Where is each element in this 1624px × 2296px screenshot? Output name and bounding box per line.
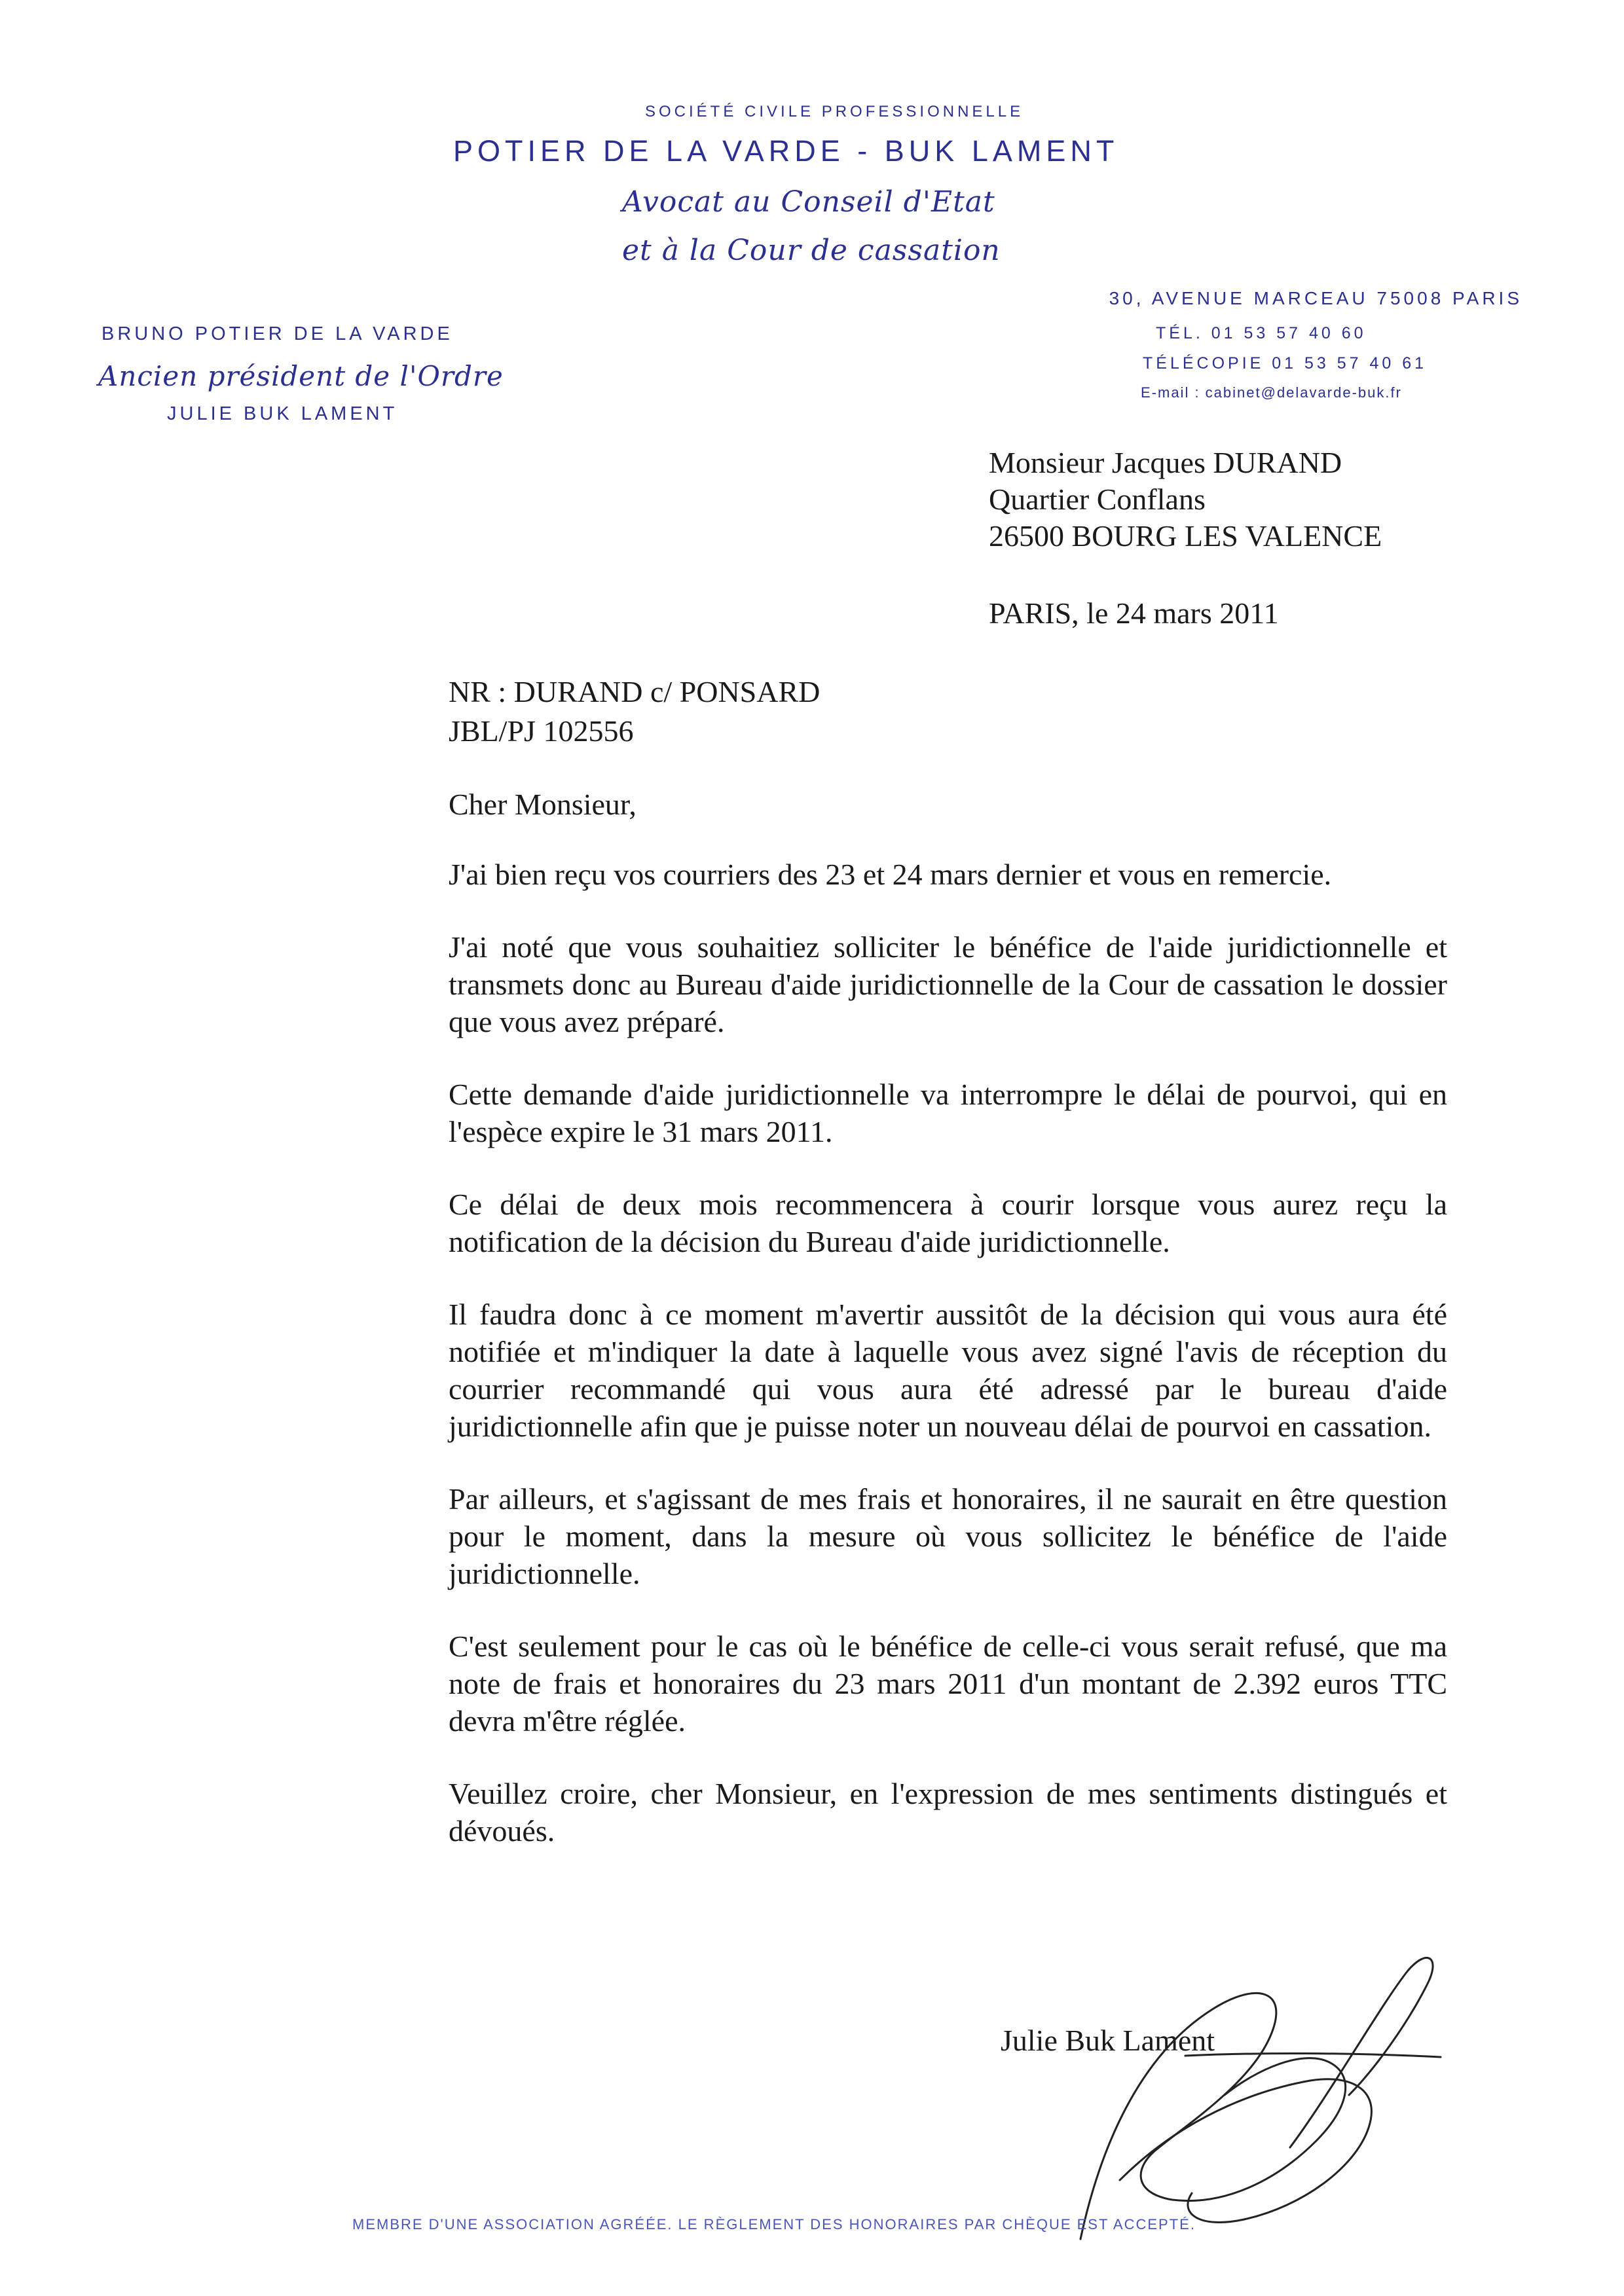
paragraph: J'ai noté que vous souhaitiez solliciter le bénéfice de l'aide juridictionnelle et transmets donc au Bureau d'aide juridictionnelle de la Cour de cassation le dossier que vous avez préparé. — [449, 930, 1447, 1038]
signer-name: Julie Buk Lament — [1001, 2024, 1215, 2057]
firm-type: SOCIÉTÉ CIVILE PROFESSIONNELLE — [645, 103, 1024, 120]
salutation: Cher Monsieur, — [449, 788, 637, 821]
reference-line-1: NR : DURAND c/ PONSARD — [449, 675, 821, 708]
letter-body — [449, 786, 1447, 1885]
paragraph: Cette demande d'aide juridictionnelle va interrompre le délai de pourvoi, qui en l'espèce expire le 31 mars 2011. — [449, 1078, 1447, 1148]
firm-name: POTIER DE LA VARDE - BUK LAMENT — [453, 134, 1119, 168]
closing-paragraph: Veuillez croire, cher Monsieur, en l'expression de mes sentiments distingués et dévoués. — [449, 1777, 1447, 1848]
recipient-name: Monsieur Jacques DURAND — [989, 446, 1342, 479]
firm-title-line-2: et à la Cour de cassation — [622, 234, 1001, 267]
recipient-street: Quartier Conflans — [989, 483, 1206, 516]
firm-email: E-mail : cabinet@delavarde-buk.fr — [1141, 384, 1402, 401]
firm-address: 30, AVENUE MARCEAU 75008 PARIS — [1109, 288, 1522, 308]
paragraph: C'est seulement pour le cas où le bénéfice de celle-ci vous serait refusé, que ma note de frais et honoraires du 23 mars 2011 d'un montant de 2.392 euros TTC devra m'être réglée. — [449, 1630, 1447, 1738]
firm-fax: TÉLÉCOPIE 01 53 57 40 61 — [1143, 354, 1428, 373]
letter-date: PARIS, le 24 mars 2011 — [989, 596, 1279, 630]
firm-telephone: TÉL. 01 53 57 40 60 — [1156, 324, 1367, 342]
paragraph: Il faudra donc à ce moment m'avertir aussitôt de la décision qui vous aura été notifiée et m'indiquer la date à laquelle vous avez signé l'avis de réception du courrier recommandé qui vous aura été adressé par le bureau d'aide juridictionnelle afin que je puisse noter un nouveau délai de pourvoi en cassation. — [449, 1298, 1447, 1443]
firm-title-line-1: Avocat au Conseil d'Etat — [622, 185, 995, 219]
handwritten-signature — [1041, 1931, 1467, 2246]
recipient-city: 26500 BOURG LES VALENCE — [989, 519, 1382, 553]
partner-1-title: Ancien président de l'Ordre — [98, 360, 504, 392]
partner-name-2: JULIE BUK LAMENT — [167, 403, 398, 424]
paragraph: Par ailleurs, et s'agissant de mes frais et honoraires, il ne saurait en être question pour le moment, dans la mesure où vous sollicitez le bénéfice de l'aide juridictionnelle. — [449, 1482, 1447, 1590]
reference-line-2: JBL/PJ 102556 — [449, 714, 634, 748]
paragraph: Ce délai de deux mois recommencera à courir lorsque vous aurez reçu la notification de la décision du Bureau d'aide juridictionnelle. — [449, 1188, 1447, 1258]
footer-note: MEMBRE D'UNE ASSOCIATION AGRÉÉE. LE RÈGLEMENT DES HONORAIRES PAR CHÈQUE EST ACCEPTÉ. — [352, 2216, 1196, 2232]
paragraph: J'ai bien reçu vos courriers des 23 et 24 mars dernier et vous en remercie. — [449, 858, 1332, 891]
partner-name-1: BRUNO POTIER DE LA VARDE — [101, 323, 453, 344]
